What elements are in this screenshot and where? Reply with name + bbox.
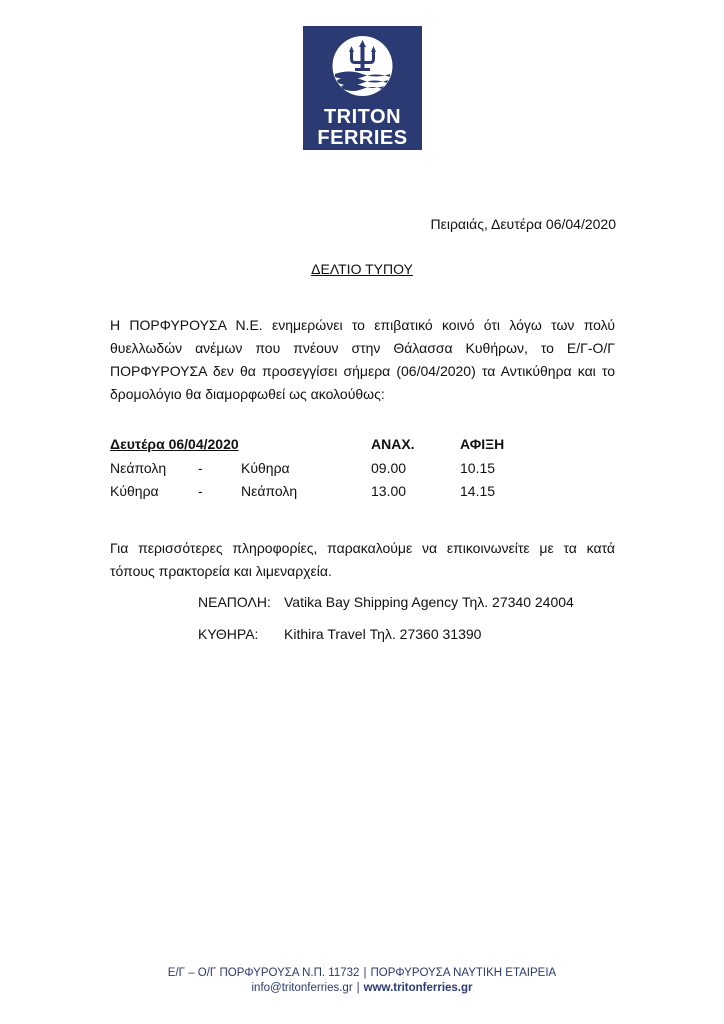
footer-separator: | [363,967,367,979]
schedule-row-departure: 13.00 [371,483,407,499]
company-logo [303,26,422,150]
schedule-row-departure: 09.00 [371,460,407,476]
contact-place: ΝΕΑΠΟΛΗ: [198,594,271,610]
footer-line-2 [0,981,724,996]
announcement-paragraph: Η ΠΟΡΦΥΡΟΥΣΑ Ν.Ε. ενημερώνει το επιβατικό κοινό ότι λόγω των πολύ θυελλωδών ανέμων που πνέουν στην Θάλασσα Κυθήρων, το Ε/Γ-Ο/Γ ΠΟΡΦΥΡΟΥΣΑ δεν θα προσεγγίσει σήμερα (06/04/2020) τα Αντικύθηρα και το δρομολόγιο θα διαμορφωθεί ως ακολούθως: [110,317,615,402]
document-title: ΔΕΛΤΙΟ ΤΥΠΟΥ [311,261,413,277]
logo-text-ferries: FERRIES [317,127,408,149]
contact-info: Vatika Bay Shipping Agency Τηλ. 27340 24004 [284,594,574,610]
trident-wave-icon [303,26,422,106]
footer-ship-registry: Ε/Γ – Ο/Γ ΠΟΡΦΥΡΟΥΣΑ Ν.Π. 11732 [167,967,360,979]
footer-separator: | [356,982,360,994]
footer-email-link[interactable]: info@tritonferries.gr [251,982,353,994]
schedule-row-to: Κύθηρα [241,460,290,476]
schedule-row-from: Νεάπολη [110,460,167,476]
footer-website-link[interactable]: www.tritonferries.gr [363,982,473,994]
schedule-day: Δευτέρα 06/04/2020 [110,436,239,452]
schedule-row-arrival: 14.15 [460,483,496,499]
info-paragraph: Για περισσότερες πληροφορίες, παρακαλούμε να επικοινωνείτε με τα κατά τόπους πρακτορεία και λιμεναρχεία. [110,540,615,579]
date-line: Πειραιάς, Δευτέρα 06/04/2020 [430,216,616,232]
footer-company-name: ΠΟΡΦΥΡΟΥΣΑ ΝΑΥΤΙΚΗ ΕΤΑΙΡΕΙΑ [370,967,557,979]
schedule-row-dash: - [198,483,203,499]
schedule-row-arrival: 10.15 [460,460,496,476]
logo-text-triton: TRITON [323,106,402,128]
schedule-row-to: Νεάπολη [241,483,298,499]
schedule-row-dash: - [198,460,203,476]
footer-line-1 [0,966,724,981]
contact-info: Kithira Travel Τηλ. 27360 31390 [284,626,482,642]
schedule-col-arrival: ΑΦΙΞΗ [460,436,505,452]
schedule-col-departure: ΑΝΑΧ. [371,436,415,452]
schedule-row-from: Κύθηρα [110,483,159,499]
contact-place: ΚΥΘΗΡΑ: [198,626,259,642]
